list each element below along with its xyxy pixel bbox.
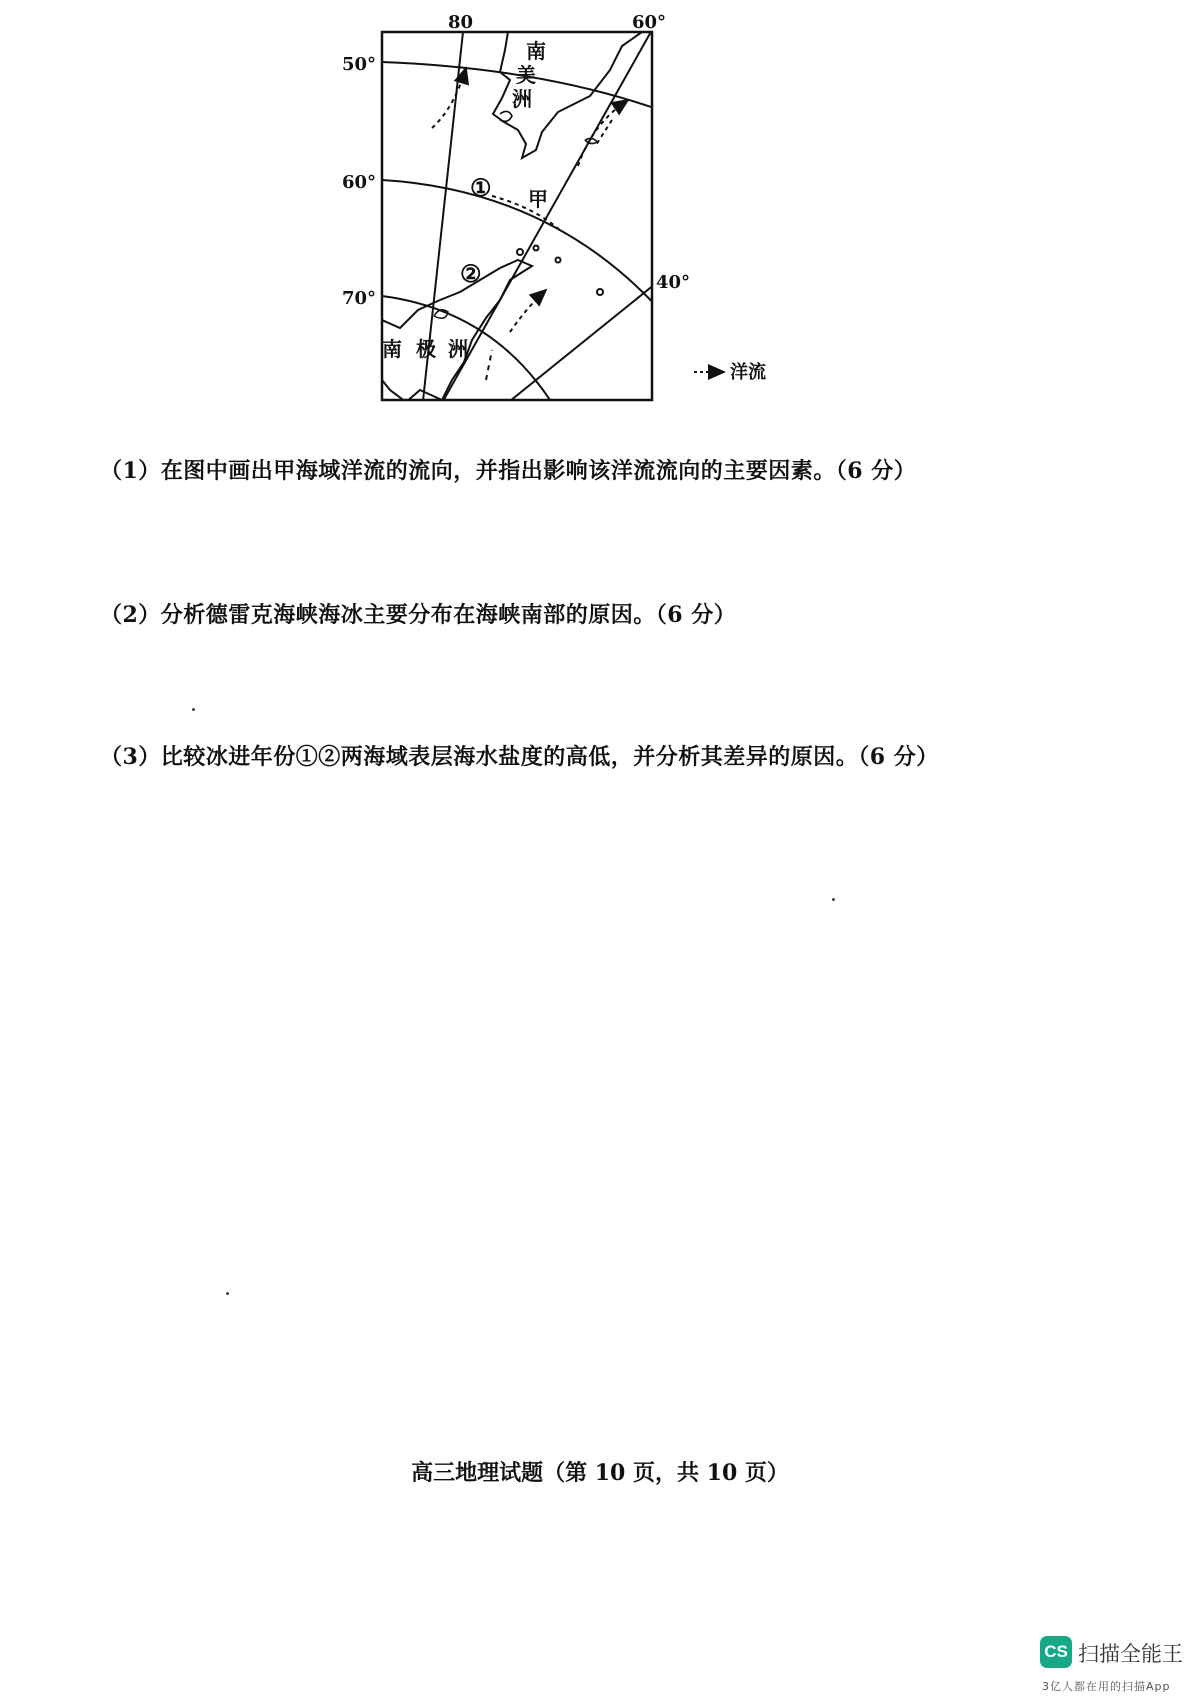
south-shetland-island bbox=[517, 249, 523, 255]
question-3: （3）比较冰进年份①②两海域表层海水盐度的高低，并分析其差异的原因。（6 分） bbox=[100, 744, 939, 770]
scan-speck bbox=[832, 898, 835, 901]
antarctica-label-3: 洲 bbox=[448, 337, 468, 361]
current-arrow-weddell bbox=[510, 290, 546, 332]
antarctica-label-1: 南 bbox=[382, 337, 402, 361]
meridian-40-line bbox=[505, 280, 660, 405]
watermark-tagline: 3亿人都在用的扫描App bbox=[1042, 1680, 1171, 1693]
drake-passage-map bbox=[342, 10, 820, 440]
current-arrow-pacific-north bbox=[432, 68, 466, 128]
page-footer: 高三地理试题（第 10 页，共 10 页） bbox=[411, 1460, 789, 1486]
sea-area-1-label: ① bbox=[470, 173, 492, 202]
sea-area-jia-label: 甲 bbox=[528, 187, 548, 211]
south-shetland-island bbox=[556, 258, 561, 263]
map-figure bbox=[342, 10, 820, 440]
scan-speck bbox=[192, 708, 195, 711]
current-arrow-falkland bbox=[578, 100, 628, 166]
south-america-label-2: 美 bbox=[516, 63, 536, 87]
lon-label-40: 40° bbox=[656, 272, 691, 293]
sea-area-2-label: ② bbox=[460, 259, 482, 288]
question-1: （1）在图中画出甲海域洋流的流向，并指出影响该洋流流向的主要因素。（6 分） bbox=[100, 458, 917, 484]
lat-label-50: 50° bbox=[342, 54, 377, 75]
latitude-60-line bbox=[382, 180, 660, 310]
south-shetland-island bbox=[534, 246, 539, 251]
scanner-watermark bbox=[1040, 1636, 1190, 1696]
lon-label-80: 80 bbox=[448, 12, 474, 33]
camscanner-logo: CS bbox=[1040, 1636, 1072, 1668]
question-2: （2）分析德雷克海峡海冰主要分布在海峡南部的原因。（6 分） bbox=[100, 602, 737, 628]
lat-label-70: 70° bbox=[342, 288, 377, 309]
watermark-app-name: 扫描全能王 bbox=[1078, 1642, 1183, 1666]
current-path-south bbox=[486, 350, 492, 380]
antarctica-label-2: 极 bbox=[416, 337, 436, 361]
south-orkney-island bbox=[597, 289, 603, 295]
lat-label-60: 60° bbox=[342, 172, 377, 193]
falkland-islands bbox=[585, 138, 597, 143]
lon-label-60: 60° bbox=[632, 12, 667, 33]
scan-speck bbox=[226, 1292, 229, 1295]
legend-current-label: 洋流 bbox=[730, 362, 766, 383]
south-america-label-3: 洲 bbox=[512, 87, 532, 111]
south-america-label-1: 南 bbox=[526, 39, 546, 63]
